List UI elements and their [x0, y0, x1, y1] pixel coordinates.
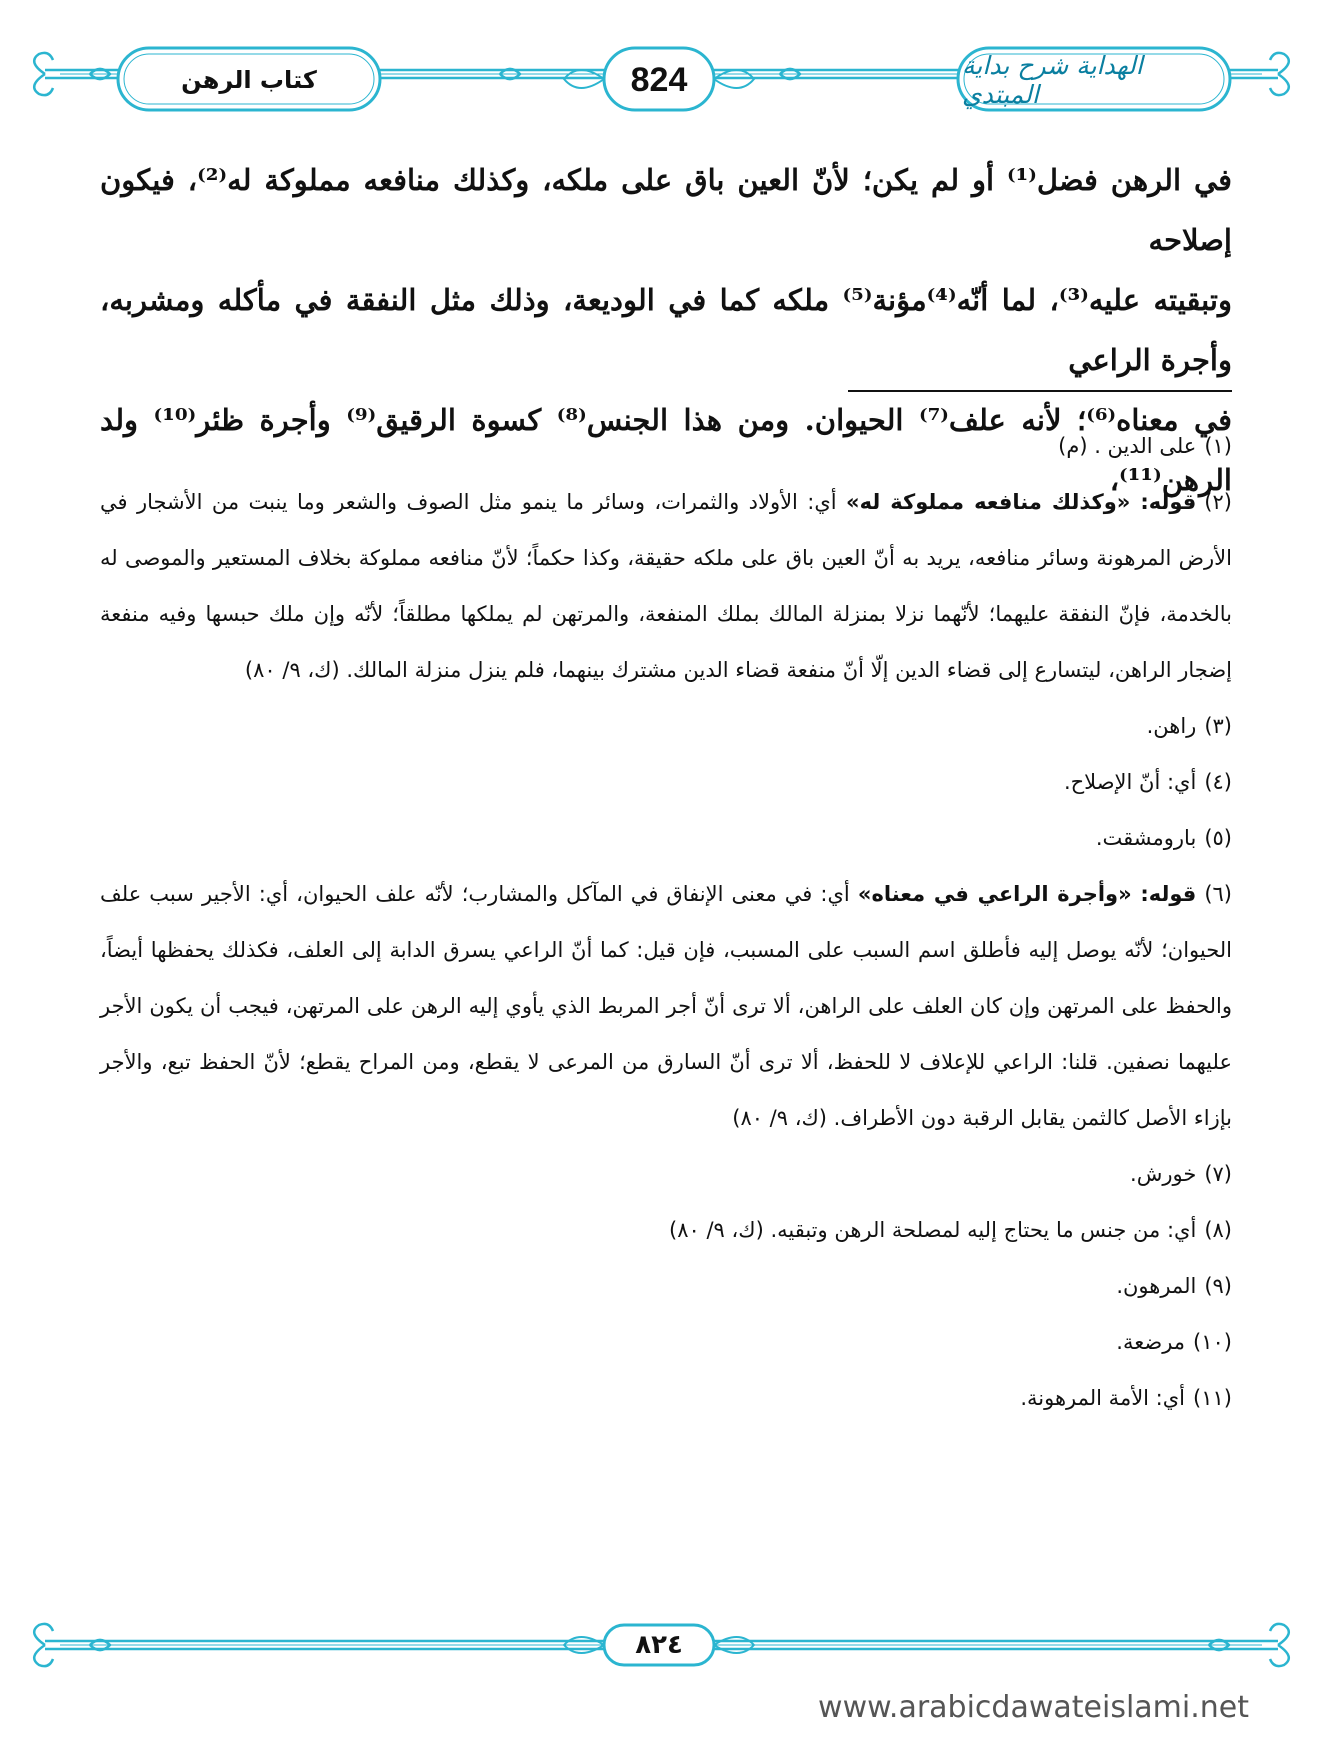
main-text-line: في الرهن فضل⁽¹⁾ أو لم يكن؛ لأنّ العين باق على ملكه، وكذلك منافعه مملوكة له⁽²⁾، فيكون إصلاحه: [100, 163, 1232, 257]
footnote-8: [100, 1202, 1232, 1258]
main-text-line: في معناه⁽⁶⁾؛ لأنه علف⁽⁷⁾ الحيوان. ومن هذا الجنس⁽⁸⁾ كسوة الرقيق⁽⁹⁾ وأجرة ظئر⁽¹⁰⁾ ولد الرهن⁽¹¹⁾،: [100, 403, 1233, 497]
footnote-number: (٧): [1204, 1162, 1232, 1186]
footnote-lead: قوله: «وكذلك منافعه مملوكة له»: [846, 490, 1197, 514]
footnote-9: [100, 1258, 1232, 1314]
footnote-text: مرضعة.: [1116, 1330, 1186, 1354]
footnote-number: (٦): [1204, 882, 1232, 906]
footnote-number: (١١): [1193, 1386, 1232, 1410]
series-title: الهداية شرح بداية المبتدي: [962, 51, 1143, 109]
footer-page-number: ٨٢٤: [635, 1630, 683, 1660]
footnote-text: أي: أنّ الإصلاح.: [1063, 770, 1197, 794]
footnote-text: على الدين . (م): [1058, 434, 1197, 458]
footnote-lead: قوله: «وأجرة الراعي في معناه»: [857, 882, 1197, 906]
footnote-number: (٨): [1204, 1218, 1232, 1242]
footnote-5: [100, 810, 1232, 866]
footnote-number: (٢): [1204, 490, 1232, 514]
footnote-text: أي: الأولاد والثمرات، وسائر ما ينمو مثل الصوف والشعر وما ينبت من الأشجار في الأرض المرهونة وسائر منافعه، يريد به أنّ العين باق على ملكه حقيقة، وكذا حكماً؛ لأنّ منافعه مملوكة بخلاف المستعير والموصى له بالخدمة، فإنّ النفقة عليهما؛ لأنّهما نزلا بمنزلة المالك بملك المنفعة، والمرتهن لم يملكها مطلقاً؛ لأنّه وإن ملك حبسها وفيه منفعة إضجار الراهن، ليتسارع إلى قضاء الدين إلّا أنّ منفعة قضاء الدين مشترك بينهما، فلم ينزل منزلة المالك. (ك، ٩/ ٨٠): [100, 490, 1232, 682]
footnote-number: (١): [1204, 434, 1232, 458]
footnote-1: [100, 418, 1232, 474]
footnote-text: المرهون.: [1116, 1274, 1197, 1298]
footnote-2: [100, 474, 1232, 698]
footnote-10: [100, 1314, 1232, 1370]
footnote-11: [100, 1370, 1232, 1426]
footnote-3: [100, 698, 1232, 754]
footnotes-section: [100, 418, 1232, 1426]
footnote-number: (٣): [1204, 714, 1232, 738]
footnote-6: [100, 866, 1232, 1146]
page-number: 824: [630, 60, 688, 99]
page-header: [0, 0, 1319, 130]
footnote-7: [100, 1146, 1232, 1202]
footnote-number: (٩): [1204, 1274, 1232, 1298]
footnote-text: أي: في معنى الإنفاق في المآكل والمشارب؛ لأنّه علف الحيوان، أي: الأجير سبب علف الحيوان؛ لأنّه يوصل إليه فأطلق اسم السبب على المسبب، فإن قيل: كما أنّ الراعي يسرق الدابة إلى العلف، فكذلك يحفظها أيضاً، والحفظ على المرتهن وإن كان العلف على الراهن، ألا ترى أنّ أجر المربط الذي يأوي إليه الرهن على المرتهن، فيجب أن يكون الأجر عليهما نصفين. قلنا: الراعي للإعلاف لا للحفظ، ألا ترى أنّ السارق من المرعى لا يقطع، ومن المراح يقطع؛ لأنّ الحفظ تبع، والأجر بإزاء الأصل كالثمن يقابل الرقبة دون الأطراف. (ك، ٩/ ٨٠): [100, 882, 1232, 1130]
footnote-text: بارومشقت.: [1095, 826, 1197, 850]
footnote-text: أي: من جنس ما يحتاج إليه لمصلحة الرهن وتبقيه. (ك، ٩/ ٨٠): [669, 1218, 1197, 1242]
footnote-4: [100, 754, 1232, 810]
footnote-number: (١٠): [1193, 1330, 1232, 1354]
footnote-text: راهن.: [1146, 714, 1197, 738]
footnote-number: (٥): [1204, 826, 1232, 850]
main-text-line: وتبقيته عليه⁽³⁾، لما أنّه⁽⁴⁾مؤنة⁽⁵⁾ ملكه كما في الوديعة، وذلك مثل النفقة في مأكله ومشربه، وأجرة الراعي: [100, 283, 1232, 377]
footnote-number: (٤): [1204, 770, 1232, 794]
footnote-divider: [848, 390, 1232, 392]
footnote-text: خورش.: [1130, 1162, 1197, 1186]
footnote-text: أي: الأمة المرهونة.: [1020, 1386, 1186, 1410]
website-watermark: www.arabicdawateislami.net: [818, 1690, 1249, 1725]
book-section-title: كتاب الرهن: [181, 66, 317, 94]
